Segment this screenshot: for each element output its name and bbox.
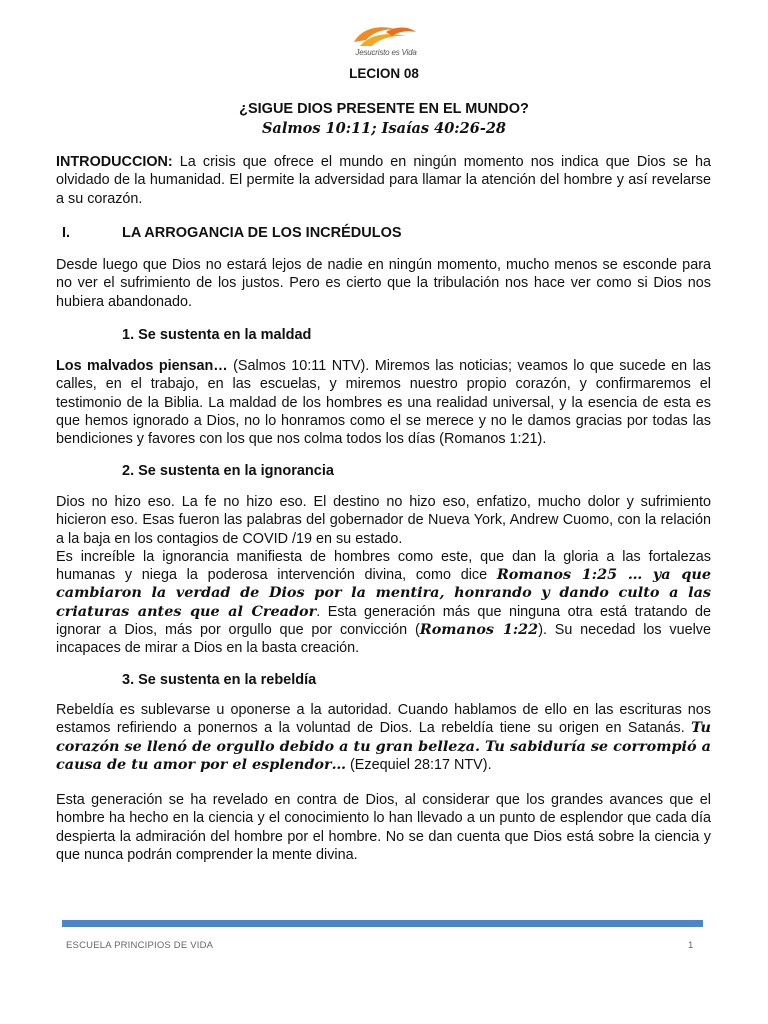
page-number: 1 — [688, 940, 694, 951]
point-heading-ignorancia: 2. Se sustenta en la ignorancia — [122, 463, 334, 479]
intro-text: La crisis que ofrece el mundo en ningún momento nos indica que Dios se ha olvidado de la humanidad. El permite la adversidad para llamar la atención del hombre y así revelarse a su corazón. — [56, 154, 711, 207]
logo — [346, 22, 426, 68]
point2-para2-a: Es increíble la ignorancia manifiesta de hombres como este, que dan la gloria a las fortalezas humanas y niega la poderosa intervención divina, como dice — [56, 548, 711, 584]
logo-text: Jesucristo es Vida — [355, 48, 417, 57]
point2-para1: Dios no hizo eso. La fe no hizo eso. El destino no hizo eso, enfatizo, mucho dolor y sufrimiento hicieron eso. Esas fueron las palabras del gobernador de Nueva York, Andrew Cuomo, con la relación a la baja en los contagios de COVID /19 en su estado. — [56, 494, 711, 547]
point-paragraph-generacion: Esta generación se ha revelado en contra de Dios, al considerar que los grandes avances que el hombre ha hecho en la ciencia y el conocimiento lo han llevado a un punto de esplendor que cada día despierta la admiración del hombre por el hombre. No se dan cuenta que Dios está sobre la ciencia y que nunca podrán comprender la mente divina. — [56, 792, 711, 863]
point-heading-rebeldia: 3. Se sustenta en la rebeldía — [122, 672, 317, 688]
point-paragraph-rebeldia — [56, 701, 711, 774]
point-paragraph-maldad — [56, 357, 711, 448]
point1-lead: Los malvados piensan… — [56, 358, 228, 374]
section-title: LA ARROGANCIA DE LOS INCRÉDULOS — [122, 225, 402, 241]
point3-para1-a: Rebeldía es sublevarse u oponerse a la autoridad. Cuando hablamos de ello en las escrituras nos estamos refiriendo a ponernos a la voluntad de Dios. La rebeldía tiene su origen en Satanás. — [56, 702, 711, 737]
point1-text: (Salmos 10:11 NTV). Miremos las noticias; veamos lo que sucede en las calles, en el trabajo, en las escuelas, y miremos nuestro propio corazón, y confirmaremos el testimonio de la Biblia. La maldad de los hombres es una realidad universal, y la esencia de esta es que hemos ignorado a Dios, no lo honramos como el se merece y no le damos gracias por todas las bendiciones y favores con los que nos colma todos los días (Romanos 1:21). — [56, 358, 712, 448]
point3-quote: Tu corazón se llenó de orgullo debido a tu gran belleza. Tu sabiduría se corrompió a causa de tu amor por el esplendor… — [56, 719, 711, 773]
page-title: ¿SIGUE DIOS PRESENTE EN EL MUNDO? — [239, 101, 529, 117]
footer-divider — [62, 920, 703, 927]
lesson-label: LECION 08 — [349, 66, 419, 81]
point2-reference: Romanos 1:22 — [419, 621, 539, 639]
point3-para1-b: (Ezequiel 28:17 NTV). — [346, 756, 492, 773]
point2-para2-b: . Esta generación más que ninguna otra está tratando de ignorar a Dios, más por orgullo que por convicción ( — [56, 603, 711, 639]
section-number: I. — [62, 225, 71, 241]
point2-quote: Romanos 1:25 … ya que cambiaron la verdad de Dios por la mentira, honrando y dando culto a las criaturas antes que al Creador — [56, 566, 711, 620]
scripture-references: Salmos 10:11; Isaías 40:26-28 — [261, 120, 507, 137]
footer-school-name: ESCUELA PRINCIPIOS DE VIDA — [66, 940, 214, 951]
point-heading-maldad: 1. Se sustenta en la maldad — [122, 327, 312, 343]
introduction-paragraph — [56, 153, 711, 208]
point-paragraph-ignorancia — [56, 493, 711, 658]
section-paragraph: Desde luego que Dios no estará lejos de nadie en ningún momento, mucho menos se esconde para no ver el sufrimiento de los justos. Pero es cierto que la tribulación nos hace ver como si Dios nos hubiera abandonado. — [56, 257, 711, 310]
point2-para2-c: ). Su necedad los vuelve incapaces de mirar a Dios en la basta creación. — [56, 622, 711, 657]
intro-label: INTRODUCCION: — [56, 154, 173, 170]
